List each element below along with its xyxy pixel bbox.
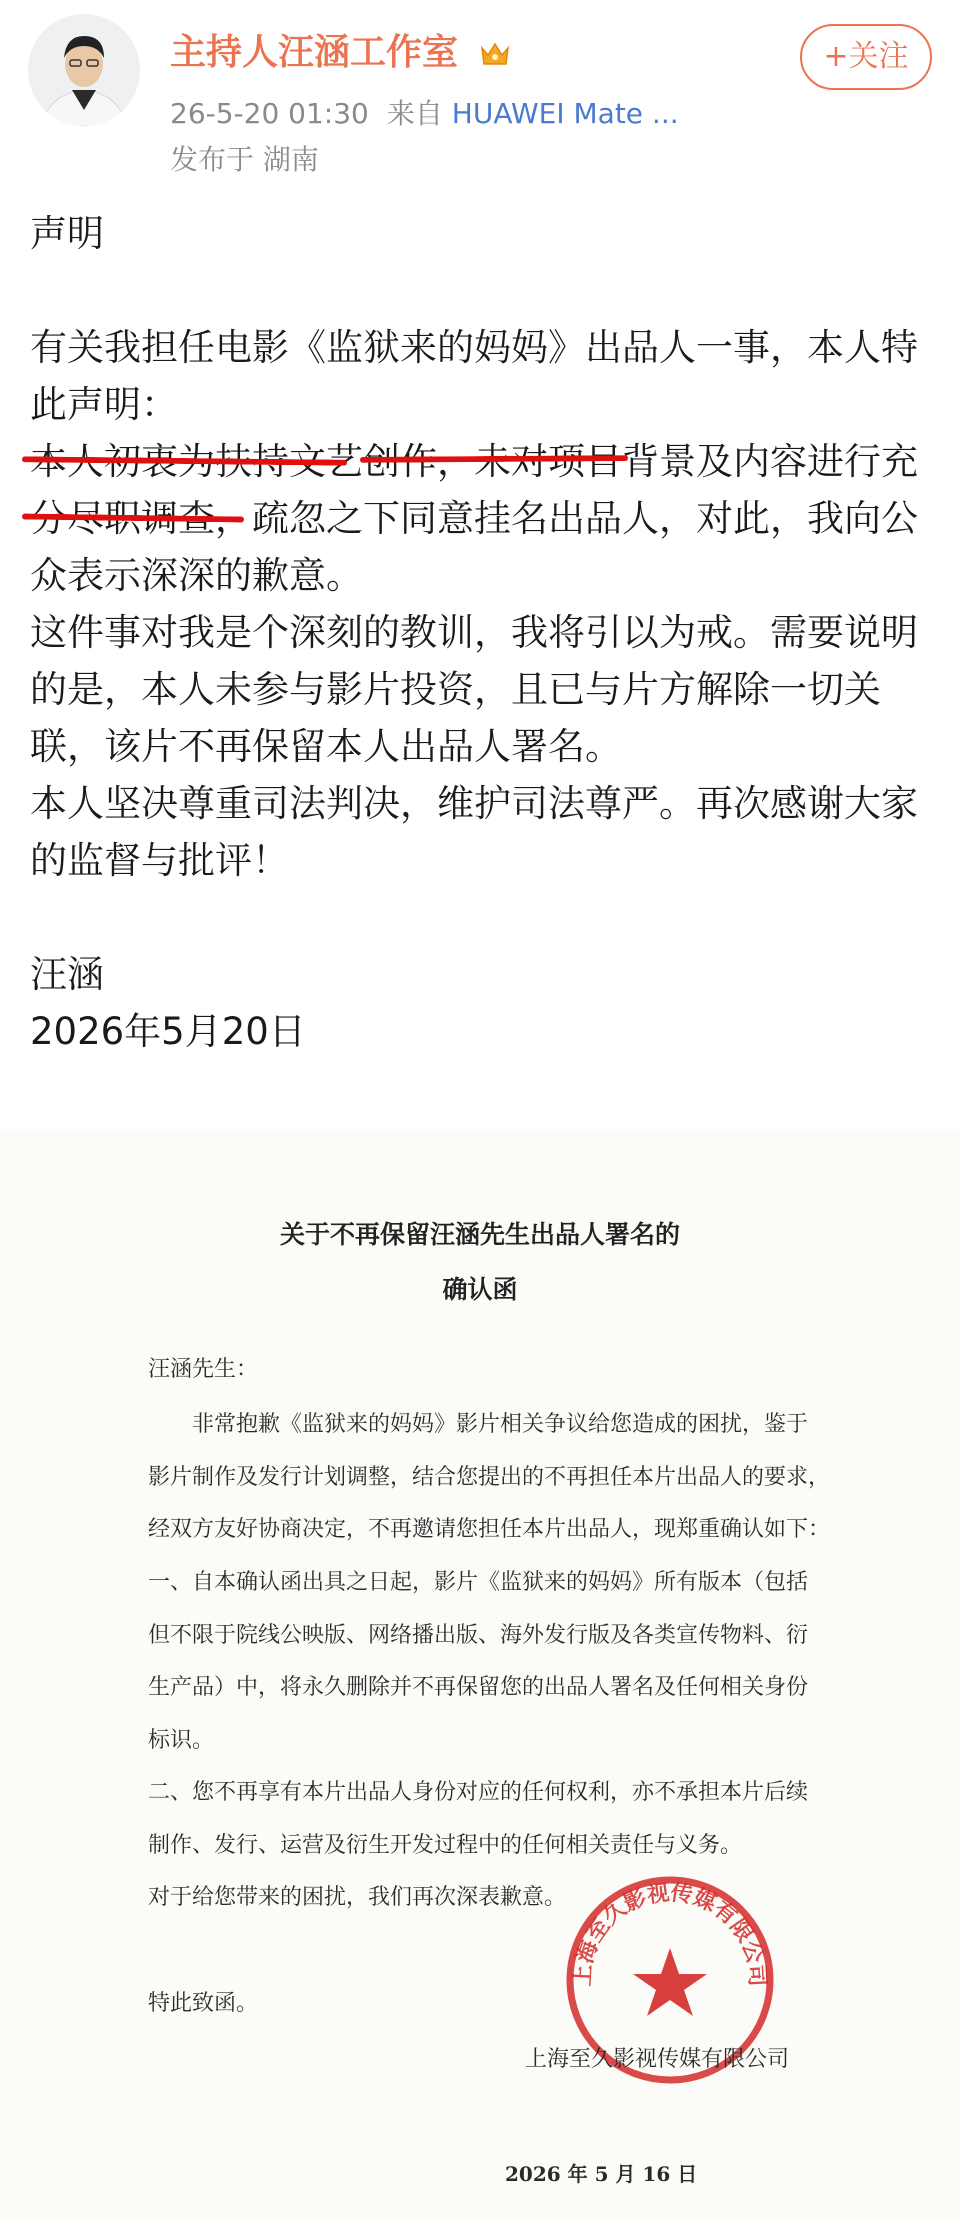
letter-date: 2026 年 5 月 16 日: [505, 2162, 698, 2186]
post-paragraph-2: 这件事对我是个深刻的教训，我将引以为戒。需要说明的是，本人未参与影片投资，且已与片方解除一切关联，该片不再保留本人出品人署名。: [30, 611, 918, 768]
letter-line: 影片制作及发行计划调整，结合您提出的不再担任本片出品人的要求，: [148, 1465, 831, 1490]
highlight-comma: ，: [437, 440, 474, 483]
post-intro: 有关我担任电影《监狱来的妈妈》出品人一事，本人特此声明：: [30, 326, 918, 426]
letter-line: 二、您不再享有本片出品人身份对应的任何权利，亦不承担本片后续: [148, 1780, 809, 1805]
letter-title-line-2: 确认函: [442, 1275, 518, 1304]
highlight-underlined-2: 未对项目背景及内容进行充分尽职调查: [30, 440, 918, 540]
letter-company: 上海至久影视传媒有限公司: [525, 2047, 790, 2072]
post-heading: 声明: [30, 212, 104, 255]
source-prefix: 来自: [386, 97, 443, 130]
follow-button[interactable]: +关注: [800, 24, 932, 90]
device-link[interactable]: HUAWEI Mate ...: [451, 97, 679, 130]
vip-crown-icon: [479, 40, 511, 68]
letter-line: 一、自本确认函出具之日起，影片《监狱来的妈妈》所有版本（包括: [148, 1570, 809, 1595]
post-body: [30, 205, 930, 1060]
post-time: 26-5-20 01:30: [170, 97, 369, 130]
post-paragraph-3: 本人坚决尊重司法判决，维护司法尊严。再次感谢大家的监督与批评！: [30, 782, 918, 882]
post-signature: 汪涵: [30, 953, 104, 996]
confirmation-letter-image[interactable]: [0, 1130, 960, 2218]
post-location: 发布于 湖南: [170, 143, 319, 176]
letter-closing: 特此致函。: [148, 1991, 259, 2016]
letter-line: 制作、发行、运营及衍生开发过程中的任何相关责任与义务。: [148, 1833, 743, 1858]
letter-line: 生产品）中，将永久删除并不再保留您的出品人署名及任何相关身份: [148, 1675, 809, 1700]
svg-text:上海至久影视传媒有限公司: 上海至久影视传媒有限公司: [569, 1879, 771, 1988]
post-date: 2026年5月20日: [30, 1010, 306, 1053]
post-paragraph-1-rest: ，疏忽之下同意挂名出品人，对此，我向公众表示深深的歉意。: [30, 497, 918, 597]
avatar[interactable]: [28, 14, 140, 126]
letter-line: 经双方友好协商决定，不再邀请您担任本片出品人，现郑重确认如下：: [148, 1517, 831, 1542]
post-meta: [170, 92, 679, 132]
avatar-portrait-icon: [28, 14, 140, 126]
author-name-text[interactable]: 主持人汪涵工作室: [170, 32, 459, 73]
letter-line: 但不限于院线公映版、网络播出版、海外发行版及各类宣传物料、衍: [148, 1623, 809, 1648]
letter-salutation: 汪涵先生：: [148, 1357, 259, 1382]
author-name[interactable]: [170, 24, 511, 75]
highlight-underlined-1: 本人初衷为扶持文艺创作: [30, 440, 437, 483]
letter-line: 非常抱歉《监狱来的妈妈》影片相关争议给您造成的困扰，鉴于: [148, 1412, 809, 1437]
letter-line: 标识。: [148, 1728, 215, 1753]
letter-line: 对于给您带来的困扰，我们再次深表歉意。: [148, 1885, 567, 1910]
letter-title-line-1: 关于不再保留汪涵先生出品人署名的: [279, 1220, 680, 1249]
